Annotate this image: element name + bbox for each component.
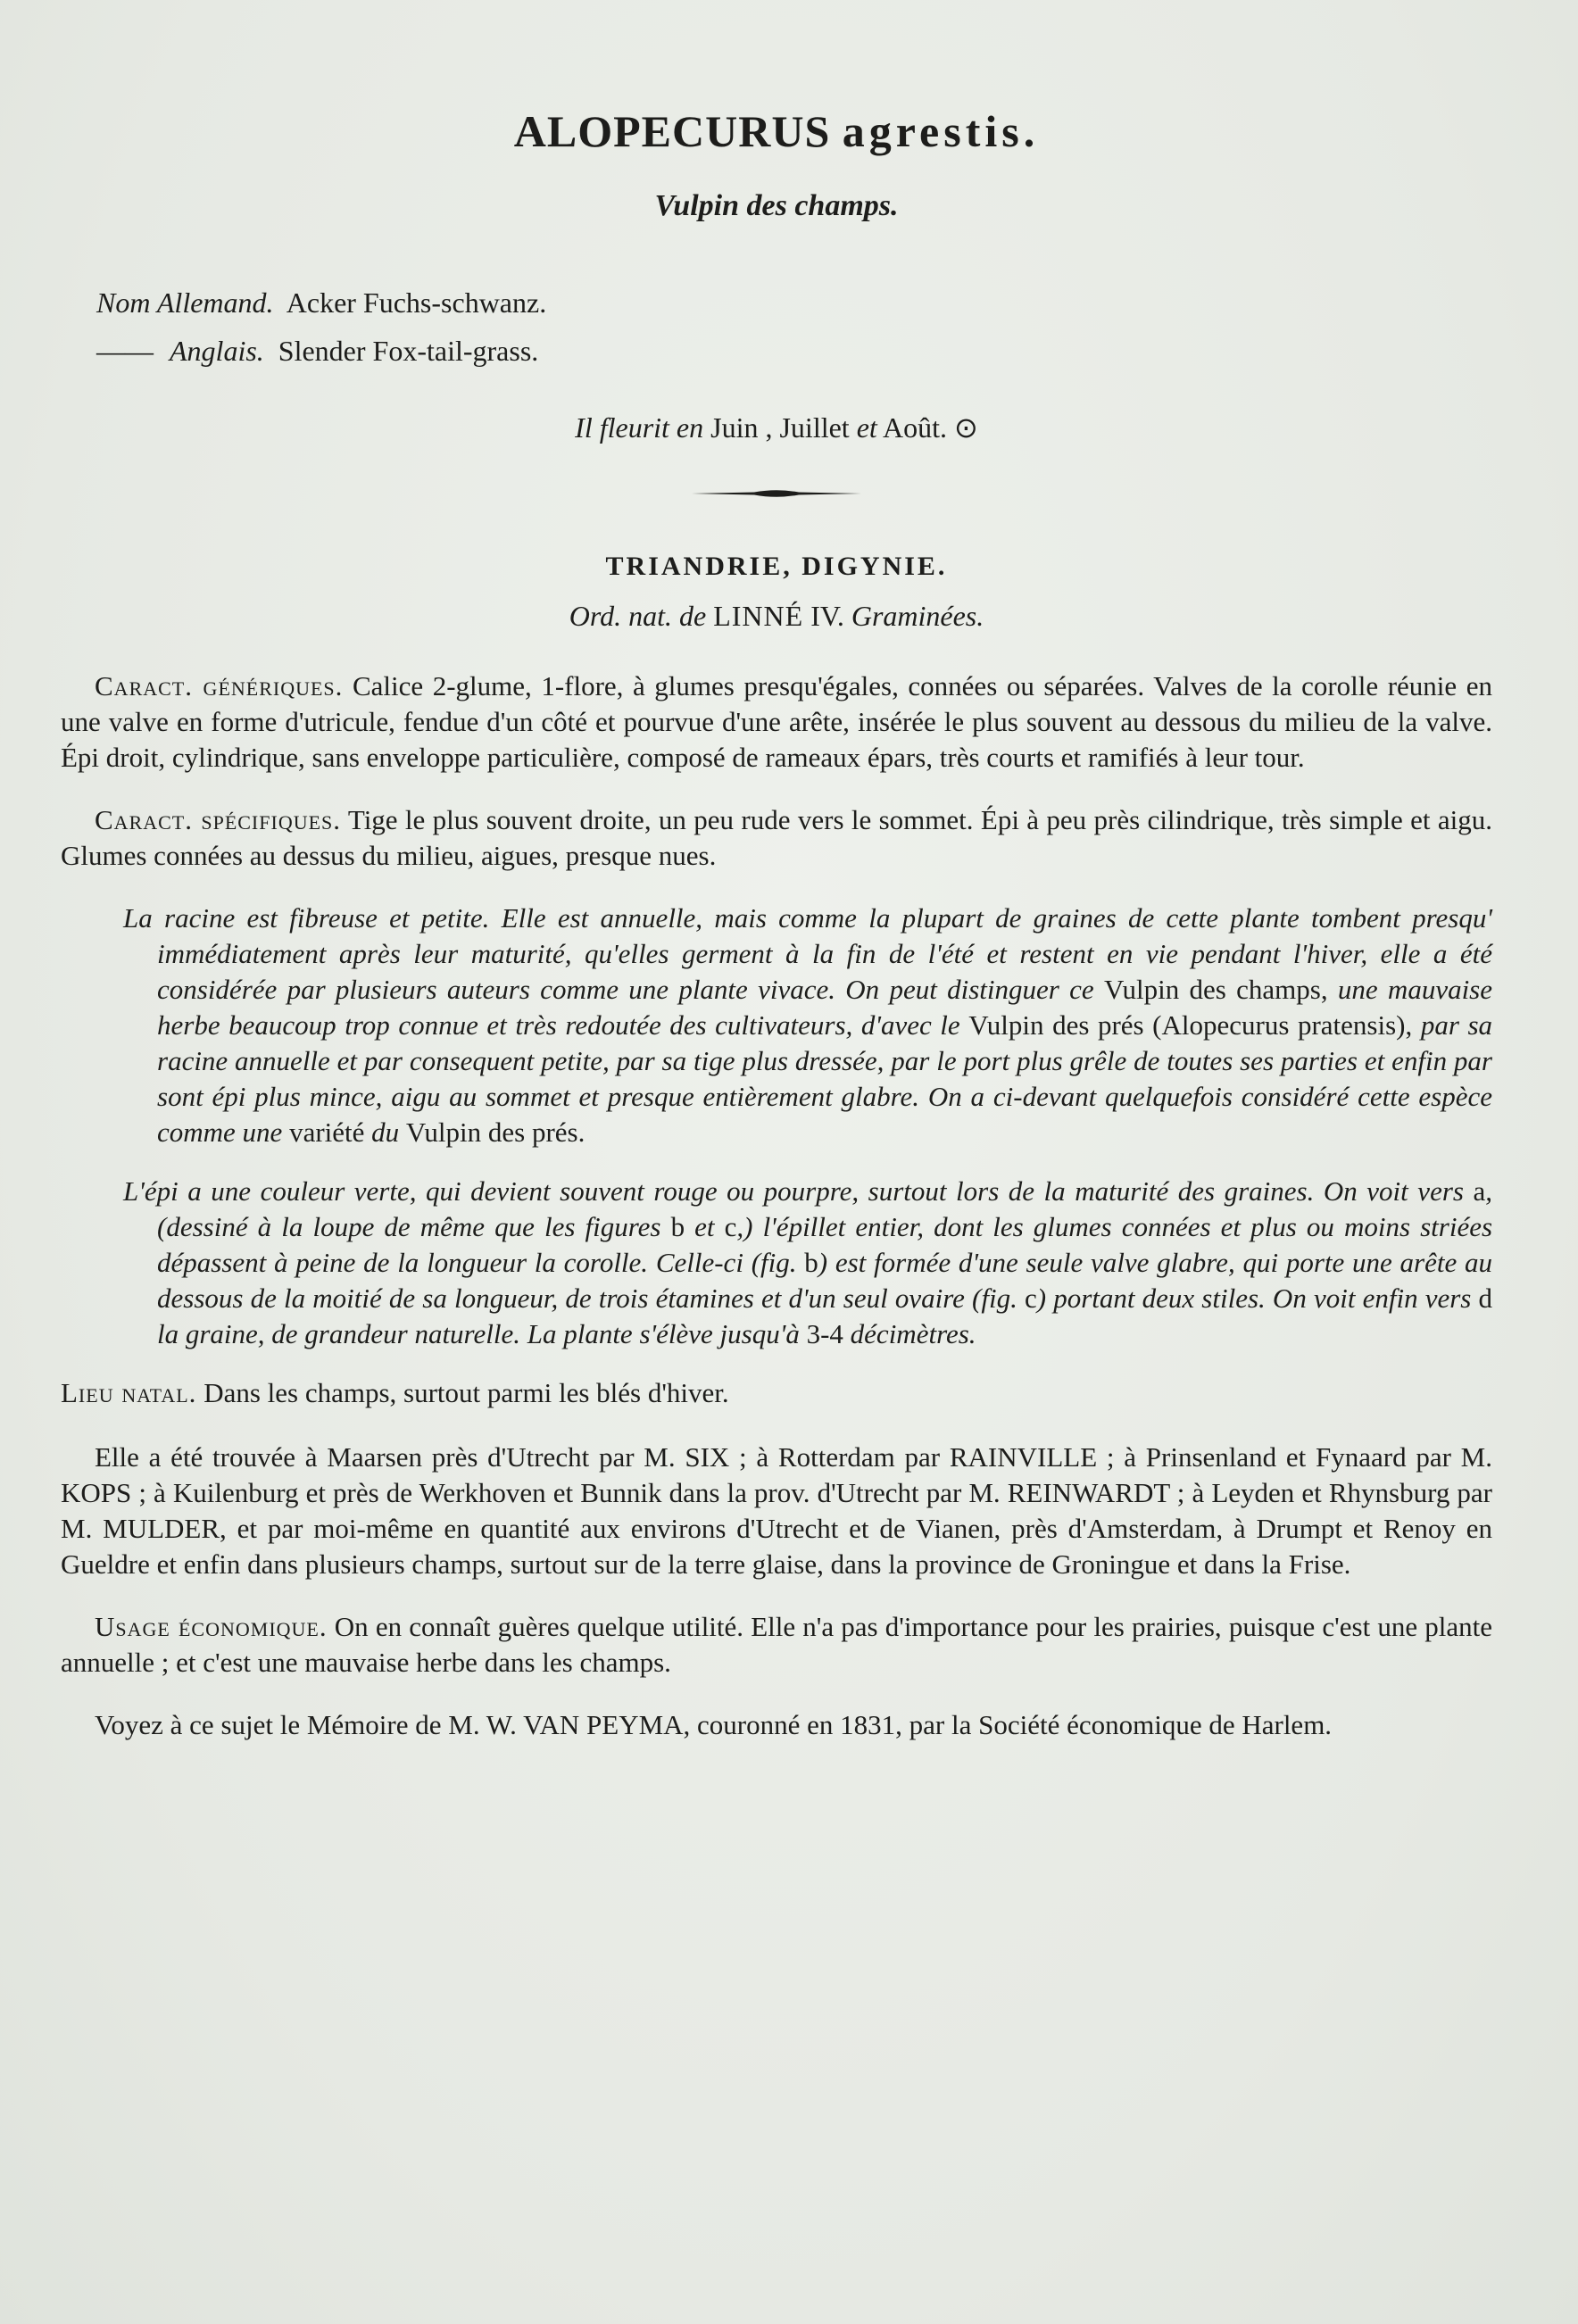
- fig-ref-b: b: [670, 1211, 685, 1242]
- reference-note: Voyez à ce sujet le Mémoire de M. W. VAN PEYMA, couronné en 1831, par la Société économique de Harlem.: [95, 1709, 1333, 1740]
- order-family: Graminées.: [851, 600, 984, 632]
- vernacular-names: [96, 278, 1492, 375]
- desc1-e: par sa racine annuelle et par consequent petite, par sa tige plus dressée, par le port plus grêle de toutes ses parties et enfin par sont épi plus mince, aigu au sommet et presque entièrement glabre. On a ci-devant quelquefois considéré cette espèce comme une: [157, 1009, 1493, 1148]
- desc2-d: ,) l'épillet entier, dont les glumes connées et plus ou moins striées dépassent à peine de la longueur la corolle. Celle-ci (fig.: [157, 1211, 1493, 1278]
- desc1-g: du: [371, 1116, 400, 1148]
- name-english-row: [96, 327, 1492, 375]
- desc2-h: décimètres.: [850, 1318, 976, 1349]
- desc1-b: Vulpin des champs,: [1103, 974, 1328, 1005]
- name-english-label: Anglais.: [170, 335, 264, 367]
- habitat-label: Lieu natal.: [61, 1377, 197, 1408]
- order-pre: Ord. nat. de: [569, 600, 707, 632]
- flowering-et: et: [856, 411, 877, 444]
- fig-ref-a: a: [1473, 1175, 1486, 1207]
- desc2-g: la graine, de grandeur naturelle. La plante s'élève jusqu'à: [157, 1318, 800, 1349]
- desc2-e: ) est formée d'une seule valve glabre, qui porte une arête au dessous de la moitié de sa longueur, de trois étamines et d'un seul ovaire (fig.: [157, 1247, 1493, 1314]
- page-title: [61, 105, 1492, 157]
- common-name: Vulpin des champs.: [654, 189, 899, 222]
- description-spike: [61, 1174, 1492, 1352]
- order-linne: LINNÉ: [713, 600, 804, 632]
- desc2-b: , (dessiné à la loupe de même que les figures: [157, 1175, 1493, 1242]
- specific-characters: [61, 802, 1492, 874]
- annual-symbol-icon: ⊙: [954, 411, 978, 444]
- fig-ref-c2: c: [1024, 1282, 1037, 1314]
- desc1-h: Vulpin des prés.: [405, 1116, 586, 1148]
- flowering-pre: Il fleurit: [575, 411, 669, 444]
- desc1-c: une mauvaise herbe beaucoup trop connue et très redoutée des cultivateurs, d'avec le: [157, 974, 1493, 1041]
- fig-ref-b2: b: [804, 1247, 818, 1278]
- title-genus: ALOPECURUS: [513, 106, 831, 156]
- localities: Elle a été trouvée à Maarsen près d'Utrecht par M. SIX ; à Rotterdam par RAINVILLE ; à Prinsenland et Fynaard par M. KOPS ; à Kuilenburg et près de Werkhoven et Bunnik dans la prov. d'Utrecht par M. REINWARDT ; à Leyden et Rhynsburg par M. MULDER, et par moi-même en quantité aux environs d'Utrecht et de Vianen, près d'Amsterdam, à Drumpt et Renoy en Gueldre et enfin dans plusieurs champs, surtout sur de la terre glaise, dans la province de Groningue et dans la Frise.: [61, 1441, 1492, 1580]
- generic-text: Calice 2-glume, 1-flore, à glumes presqu'égales, connées ou séparées. Valves de la corolle réunie en une valve en forme d'utricule, fendue d'un côté et pourvue d'une arête, insérée le plus souvent au dessous du milieu de la valve. Épi droit, cylindrique, sans enveloppe particulière, composé de rameaux épars, très courts et ramifiés à leur tour.: [61, 670, 1492, 773]
- economic-use: [61, 1609, 1492, 1681]
- desc2-f: ) portant deux stiles. On voit enfin vers: [1036, 1282, 1472, 1314]
- flowering-en: en: [676, 411, 704, 444]
- habitat: [61, 1375, 1492, 1411]
- flowering-juin: Juin ,: [710, 411, 773, 444]
- flowering-period: [61, 411, 1492, 444]
- fig-ref-d: d: [1478, 1282, 1493, 1314]
- flowering-juillet: Juillet: [779, 411, 850, 444]
- description-root: [61, 901, 1492, 1150]
- name-german-label: Nom Allemand.: [96, 286, 274, 319]
- natural-order: [61, 600, 1492, 633]
- generic-label: Caract. génériques.: [95, 670, 344, 701]
- specific-text: Tige le plus souvent droite, un peu rude vers le sommet. Épi à peu près cilindrique, très simple et aigu. Glumes connées au dessus du milieu, aigues, presque nues.: [61, 804, 1492, 871]
- name-german-value: Acker Fuchs-schwanz.: [286, 286, 547, 319]
- desc2-c: et: [694, 1211, 715, 1242]
- desc1-d: Vulpin des prés (Alopecurus pratensis),: [968, 1009, 1413, 1041]
- desc1-f: variété: [289, 1116, 365, 1148]
- usage-label: Usage économique.: [95, 1611, 328, 1642]
- habitat-text: Dans les champs, surtout parmi les blés d'hiver.: [203, 1377, 729, 1408]
- flowering-aout: Août.: [883, 411, 948, 444]
- plant-height: 3-4: [806, 1318, 843, 1349]
- name-german-row: [96, 278, 1492, 327]
- fig-ref-c: c: [724, 1211, 737, 1242]
- order-number: IV.: [810, 600, 844, 632]
- linnaean-class: TRIANDRIE, DIGYNIE.: [605, 552, 948, 581]
- usage-text: On en connaît guères quelque utilité. Elle n'a pas d'importance pour les prairies, puisque c'est une plante annuelle ; et c'est une mauvaise herbe dans les champs.: [61, 1611, 1492, 1678]
- ornament-rule-icon: [692, 487, 861, 500]
- desc1-a: La racine est fibreuse et petite. Elle est annuelle, mais comme la plupart de graines de cette plante tombent presqu' immédiatement après leur maturité, qu'elles germent à la fin de l'été et restent en vie pendant l'hiver, elle a été considérée par plusieurs auteurs comme une plante vivace. On peut distinguer ce: [123, 902, 1492, 1005]
- ditto-dash: ——: [96, 335, 154, 367]
- generic-characters: [61, 668, 1492, 776]
- desc2-a: L'épi a une couleur verte, qui devient souvent rouge ou pourpre, surtout lors de la maturité des graines. On voit vers: [123, 1175, 1464, 1207]
- specific-label: Caract. spécifiques.: [95, 804, 342, 835]
- title-species: agrestis.: [842, 106, 1040, 156]
- name-english-value: Slender Fox-tail-grass.: [278, 335, 539, 367]
